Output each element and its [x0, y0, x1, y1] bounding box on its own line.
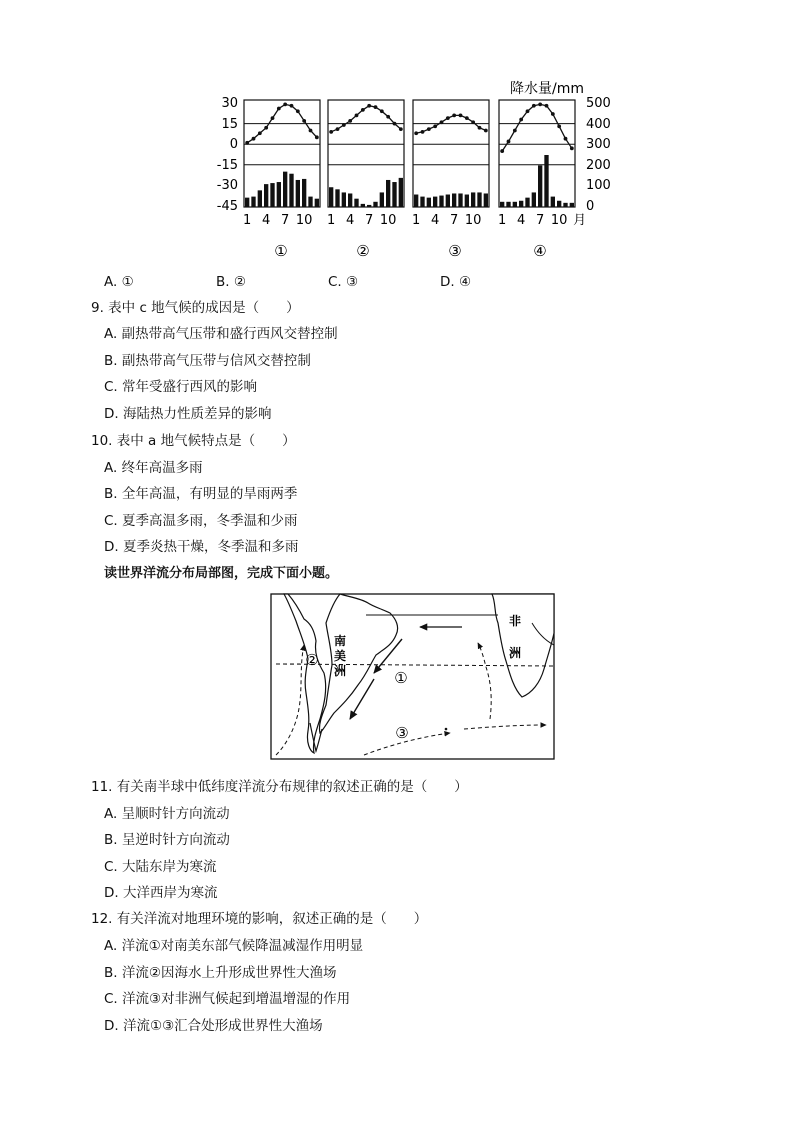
q9-option-d[interactable]: D. 海陆热力性质差异的影响 — [104, 406, 272, 422]
month-tick: 4 — [262, 213, 271, 228]
precip-bar — [264, 184, 268, 207]
q11-option-a[interactable]: A. 呈顺时针方向流动 — [104, 806, 230, 822]
precip-bar — [277, 182, 281, 207]
south-america-label-1: 南 — [333, 634, 347, 648]
temperature-point — [290, 104, 294, 108]
temperature-point — [532, 104, 536, 108]
temperature-point — [459, 113, 463, 117]
precip-bar — [258, 190, 262, 207]
temperature-point — [367, 104, 371, 108]
temp-tick: 15 — [221, 117, 238, 132]
temperature-point — [465, 116, 469, 120]
precip-bar — [458, 193, 462, 207]
q8-option-b[interactable]: B. ② — [216, 274, 246, 290]
precip-bar — [519, 201, 523, 207]
south-america-label-3: 洲 — [333, 664, 347, 678]
precip-bar — [544, 155, 548, 207]
temp-tick: 0 — [229, 137, 238, 152]
temperature-point — [519, 118, 523, 122]
precip-bar — [563, 203, 567, 207]
temperature-point — [329, 130, 333, 134]
q12-option-d[interactable]: D. 洋流①③汇合处形成世界性大渔场 — [104, 1018, 323, 1034]
temperature-point — [446, 116, 450, 120]
precip-bar — [465, 195, 469, 207]
q9-option-b[interactable]: B. 副热带高气压带与信风交替控制 — [104, 353, 311, 369]
panel-label: ③ — [448, 242, 462, 260]
month-tick: 1 — [327, 213, 336, 228]
precip-bar — [439, 196, 443, 207]
climate-panel-2 — [328, 100, 404, 207]
climate-panel-3 — [413, 100, 489, 207]
panel-labels — [274, 242, 546, 260]
temperature-point — [433, 124, 437, 128]
precip-bar — [399, 178, 403, 207]
temperature-point — [315, 135, 319, 139]
temp-tick: -15 — [216, 158, 238, 173]
month-tick: 7 — [536, 213, 545, 228]
month-tick: 1 — [412, 213, 421, 228]
precip-bar — [367, 205, 371, 207]
q12-option-c[interactable]: C. 洋流③对非洲气候起到增温增湿的作用 — [104, 991, 351, 1007]
q11-stem: 11. 有关南半球中低纬度洋流分布规律的叙述正确的是（ ） — [91, 779, 468, 795]
q9-option-a[interactable]: A. 副热带高气压带和盛行西风交替控制 — [104, 326, 338, 342]
month-tick: 10 — [464, 213, 482, 228]
month-tick: 7 — [365, 213, 374, 228]
q11-option-b[interactable]: B. 呈逆时针方向流动 — [104, 832, 230, 848]
temperature-point — [545, 104, 549, 108]
temperature-point — [393, 122, 397, 126]
map-instruction: 读世界洋流分布局部图，完成下面小题。 — [104, 566, 339, 581]
precip-bar — [513, 202, 517, 207]
temperature-point — [507, 140, 511, 144]
temperature-point — [427, 127, 431, 131]
precipitation-axis — [586, 96, 611, 214]
current-label-3: ③ — [395, 724, 409, 742]
precip-bar — [354, 199, 358, 207]
month-tick: 1 — [243, 213, 252, 228]
temperature-point — [309, 129, 313, 133]
temperature-point — [471, 120, 475, 124]
panel-frame — [499, 100, 575, 207]
precip-tick: 400 — [586, 117, 611, 132]
current-label-1: ① — [394, 669, 408, 687]
precip-bar — [373, 202, 377, 207]
panel-frame — [244, 100, 320, 207]
temperature-point — [538, 102, 542, 106]
q10-option-d[interactable]: D. 夏季炎热干燥，冬季温和多雨 — [104, 539, 299, 555]
precip-tick: 300 — [586, 137, 611, 152]
precip-bar — [270, 183, 274, 207]
temperature-point — [564, 137, 568, 141]
q9-stem: 9. 表中 c 地气候的成因是（ ） — [91, 300, 300, 316]
precip-bar — [557, 201, 561, 207]
temperature-point — [452, 113, 456, 117]
precip-bar — [329, 187, 333, 207]
q10-option-a[interactable]: A. 终年高温多雨 — [104, 460, 203, 476]
climate-panel-1 — [244, 100, 320, 207]
precip-bar — [484, 193, 488, 207]
precip-bar — [570, 203, 574, 207]
precip-bar — [348, 193, 352, 207]
temp-tick: -30 — [216, 178, 238, 193]
q8-option-a[interactable]: A. ① — [104, 274, 134, 290]
month-tick: 4 — [431, 213, 440, 228]
temperature-point — [258, 131, 262, 135]
q12-option-b[interactable]: B. 洋流②因海水上升形成世界性大渔场 — [104, 965, 337, 981]
temperature-point — [421, 130, 425, 134]
climate-charts-figure — [0, 0, 794, 270]
temperature-point — [478, 126, 482, 130]
temperature-point — [380, 109, 384, 113]
precip-bar — [452, 193, 456, 207]
q12-stem: 12. 有关洋流对地理环境的影响，叙述正确的是（ ） — [91, 911, 428, 927]
precip-bar — [471, 192, 475, 207]
month-tick: 4 — [346, 213, 355, 228]
month-tick: 7 — [450, 213, 459, 228]
precip-bar — [302, 179, 306, 207]
precip-bar — [477, 192, 481, 207]
temperature-point — [500, 149, 504, 153]
precip-bar — [386, 180, 390, 207]
panel-label: ① — [274, 242, 288, 260]
month-tick: 10 — [295, 213, 313, 228]
q10-option-b[interactable]: B. 全年高温，有明显的旱雨两季 — [104, 486, 298, 502]
temperature-point — [570, 146, 574, 150]
africa-label-2: 洲 — [508, 646, 522, 660]
temp-tick: 30 — [221, 96, 238, 111]
temperature-point — [355, 113, 359, 117]
temperature-point — [296, 109, 300, 113]
temperature-point — [336, 127, 340, 131]
precip-bar — [420, 197, 424, 207]
precip-tick: 500 — [586, 96, 611, 111]
q10-option-c[interactable]: C. 夏季高温多雨，冬季温和少雨 — [104, 513, 298, 529]
q8-option-d[interactable]: D. ④ — [440, 274, 472, 290]
precip-bar — [506, 202, 510, 207]
temperature-point — [551, 112, 555, 116]
temperature-point — [277, 107, 281, 111]
ocean-current-map — [270, 593, 556, 761]
month-tick: 7 — [281, 213, 290, 228]
temperature-point — [557, 124, 561, 128]
panel-label: ④ — [533, 242, 547, 260]
precip-bar — [427, 198, 431, 207]
climate-panel-4 — [499, 100, 575, 207]
precip-tick: 200 — [586, 158, 611, 173]
temperature-point — [252, 137, 256, 141]
precip-bar — [551, 197, 555, 207]
temperature-point — [348, 119, 352, 123]
month-tick: 10 — [550, 213, 568, 228]
current-label-2: ② — [305, 651, 319, 669]
precip-bar — [532, 192, 536, 207]
precip-bar — [538, 165, 542, 207]
precip-bar — [392, 182, 396, 207]
month-tick: 10 — [379, 213, 397, 228]
q9-option-c[interactable]: C. 常年受盛行西风的影响 — [104, 379, 258, 395]
q12-option-a[interactable]: A. 洋流①对南美东部气候降温减湿作用明显 — [104, 938, 364, 954]
precip-tick: 0 — [586, 199, 595, 214]
precip-bar — [289, 174, 293, 207]
temperature-point — [440, 120, 444, 124]
temperature-point — [484, 129, 488, 133]
precip-bar — [414, 195, 418, 207]
temperature-point — [271, 116, 275, 120]
precip-bar — [342, 192, 346, 207]
temperature-point — [302, 119, 306, 123]
precip-bar — [245, 198, 249, 207]
precip-bar — [525, 198, 529, 207]
south-america-label-2: 美 — [333, 649, 347, 663]
temperature-axis — [217, 96, 238, 214]
q8-option-c[interactable]: C. ③ — [328, 274, 359, 290]
temperature-point — [386, 115, 390, 119]
temperature-point — [526, 109, 530, 113]
temperature-point — [342, 123, 346, 127]
precip-bar — [500, 202, 504, 207]
temperature-point — [283, 102, 287, 106]
precip-bar — [446, 195, 450, 207]
temperature-point — [414, 131, 418, 135]
temperature-point — [264, 126, 268, 130]
precip-bar — [361, 204, 365, 207]
temp-tick: -45 — [216, 199, 238, 214]
q10-stem: 10. 表中 a 地气候特点是（ ） — [91, 433, 296, 449]
q11-option-d[interactable]: D. 大洋西岸为寒流 — [104, 885, 218, 901]
right-axis-title: 降水量/mm — [510, 81, 584, 97]
precip-bar — [251, 197, 255, 207]
precip-bar — [380, 192, 384, 207]
month-tick: 4 — [517, 213, 526, 228]
temperature-point — [374, 105, 378, 109]
africa-label-1: 非 — [508, 614, 522, 628]
month-axis — [243, 213, 586, 228]
precip-bar — [315, 199, 319, 207]
temperature-point — [399, 127, 403, 131]
precip-bar — [296, 180, 300, 207]
temperature-point — [245, 141, 249, 145]
temperature-point — [361, 108, 365, 112]
precip-bar — [335, 189, 339, 207]
precip-bar — [433, 197, 437, 207]
q11-option-c[interactable]: C. 大陆东岸为寒流 — [104, 859, 217, 875]
panel-label: ② — [356, 242, 370, 260]
month-unit: 月 — [573, 213, 587, 228]
precip-tick: 100 — [586, 178, 611, 193]
precip-bar — [308, 197, 312, 207]
temperature-point — [513, 129, 517, 133]
month-tick: 1 — [498, 213, 507, 228]
precip-bar — [283, 172, 287, 207]
